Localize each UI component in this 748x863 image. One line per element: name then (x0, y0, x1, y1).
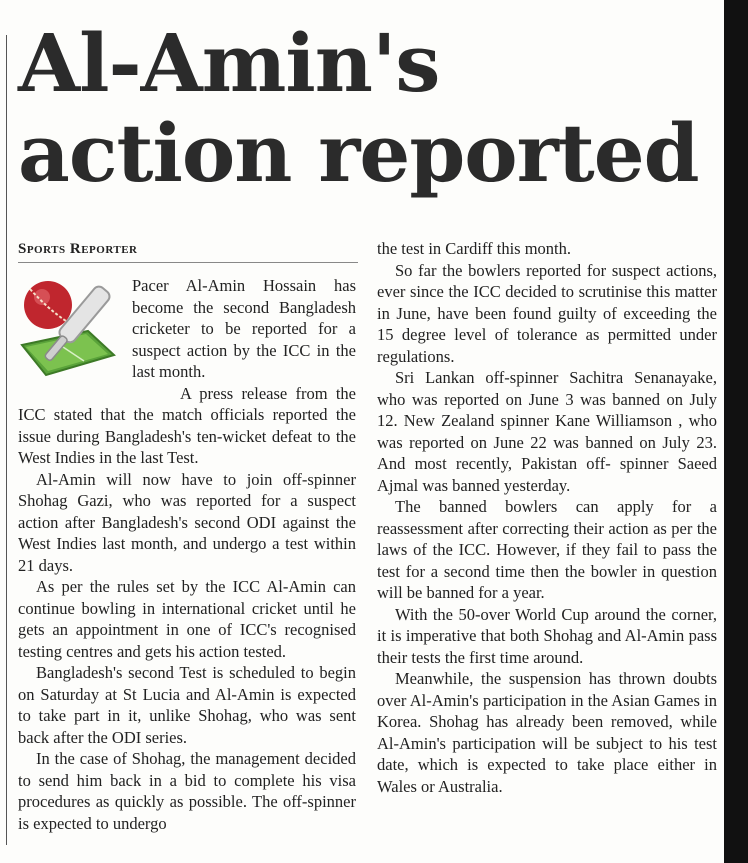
byline: Sports Reporter (18, 241, 138, 257)
cricket-ball-bat-icon (18, 275, 126, 387)
page-edge (724, 0, 748, 863)
paragraph: In the case of Shohag, the management decided to send him back in a bid to complete his visa procedures as quickly as possible. The off-spinner is expected to undergo (18, 749, 356, 833)
paragraph: Sri Lankan off-spinner Sachitra Senanayake, who was reported on June 3 was banned on July 12. New Zealand spinner Kane Williamson , who was reported on June 22 was banned on July 23. And most recently, Pakistan off- spinner Saeed Ajmal was banned yesterday. (377, 368, 717, 495)
byline-divider (18, 262, 358, 263)
paragraph: As per the rules set by the ICC Al-Amin can continue bowling in international cricket until he gets an appointment in one of ICC's recognised testing centres and gets his action tested. (18, 577, 356, 661)
column-rule (6, 35, 7, 845)
paragraph: With the 50-over World Cup around the corner, it is imperative that both Shohag and Al-Amin pass their tests the first time around. (377, 604, 717, 667)
paragraph: Bangladesh's second Test is scheduled to begin on Saturday at St Lucia and Al-Amin is expected to take part in it, unlike Shohag, who was sent back after the ODI series. (18, 663, 356, 747)
paragraph: the test in Cardiff this month. (377, 239, 572, 258)
paragraph: The banned bowlers can apply for a reassessment after correcting their action as per the laws of the ICC. However, if they fail to pass the test for a second time then the bowler in question will be banned for a year. (377, 497, 717, 602)
paragraph: Al-Amin will now have to join off-spinner Shohag Gazi, who was reported for a suspect action after Bangladesh's second ODI against the West Indies last month, and undergo a test within 21 days. (18, 469, 356, 575)
paragraph: A press release from the ICC stated that the match officials reported the issue during Bangladesh's ten-wicket defeat to the West Indies in the last Test. (18, 383, 356, 467)
article-right-column (377, 238, 717, 797)
article-left-column (18, 275, 356, 834)
paragraph: Meanwhile, the suspension has thrown doubts over Al-Amin's participation in the Asian Games in Korea. Shohag has already been removed, while Al-Amin's participation will be subject to his test date, which is expected to take place either in Wales or Australia. (377, 669, 717, 796)
paragraph: Pacer Al-Amin Hossain has become the second Bangladesh cricketer to be reported for a suspect action by the ICC in the last month. (132, 276, 356, 381)
paragraph: So far the bowlers reported for suspect actions, ever since the ICC decided to scrutinise this matter in June, have been found guilty of exceeding the 15 degree level of tolerance as permitted under regulations. (377, 260, 717, 366)
headline: Al-Amin's action reported (18, 16, 699, 200)
